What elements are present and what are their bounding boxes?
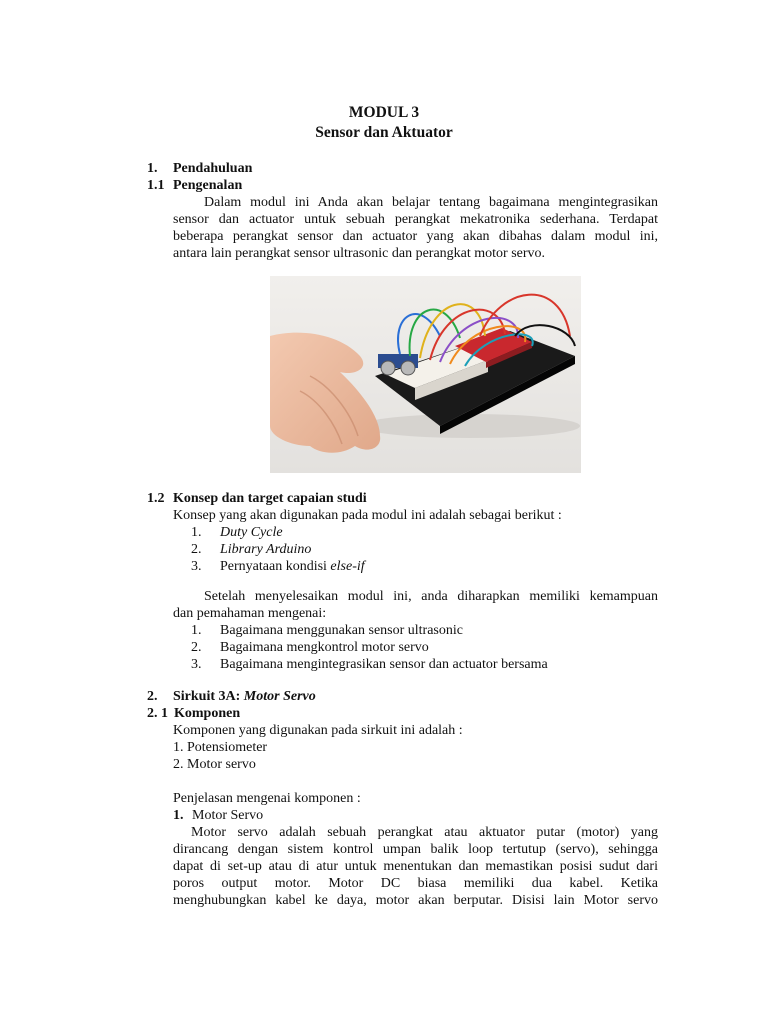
list-item-duty-cycle: Duty Cycle	[220, 525, 283, 540]
paragraph-line: Setelah menyelesaikan modul ini, anda diharapkan memiliki kemampuan	[204, 589, 658, 604]
list-item-target: Bagaimana mengkontrol motor servo	[220, 640, 429, 655]
section-number: 2.	[147, 689, 158, 704]
section-number: 1.	[147, 161, 158, 176]
paragraph-line: Dalam modul ini Anda akan belajar tentang bagaimana mengintegrasikan	[204, 195, 658, 210]
paragraph-line: dapat di set-up atau di atur untuk menentukan dan memastikan posisi sudut dari	[173, 859, 658, 874]
list-number: 1.	[191, 525, 202, 540]
subsection-number: 1.1	[147, 178, 165, 193]
subsection-heading-konsep: Konsep dan target capaian studi	[173, 491, 367, 506]
list-item-target: Bagaimana mengintegrasikan sensor dan actuator bersama	[220, 657, 548, 672]
list-number: 3.	[191, 559, 202, 574]
list-item-target: Bagaimana menggunakan sensor ultrasonic	[220, 623, 463, 638]
penjelasan-label: Penjelasan mengenai komponen :	[173, 791, 361, 806]
subsection-number: 1.2	[147, 491, 165, 506]
list-number: 3.	[191, 657, 202, 672]
komponen-intro: Komponen yang digunakan pada sirkuit ini adalah :	[173, 723, 463, 738]
module-title: MODUL 3	[348, 104, 420, 121]
konsep-intro: Konsep yang akan digunakan pada modul ini adalah sebagai berikut :	[173, 508, 562, 523]
motor-servo-label: Motor Servo	[192, 808, 264, 823]
list-number: 2.	[191, 542, 202, 557]
komponen-item: 1. Potensiometer	[173, 740, 268, 755]
paragraph-line: Motor servo adalah sebuah perangkat atau aktuator putar (motor) yang	[191, 825, 658, 840]
list-number: 1.	[191, 623, 202, 638]
list-item-library-arduino: Library Arduino	[220, 542, 312, 557]
subsection-heading-komponen: Komponen	[174, 706, 241, 721]
section-heading-pendahuluan: Pendahuluan	[173, 161, 253, 176]
paragraph-line: beberapa perangkat sensor dan actuator yang akan dibahas dalam modul ini,	[173, 229, 658, 244]
subsection-number: 2. 1	[147, 706, 168, 721]
list-number: 2.	[191, 640, 202, 655]
list-number: 1.	[173, 808, 184, 823]
list-item-pernyataan-kondisi: Pernyataan kondisi else-if	[220, 559, 365, 574]
arduino-kit-photo	[270, 276, 581, 473]
komponen-item: 2. Motor servo	[173, 757, 256, 772]
paragraph-line: dirancang dengan sistem kontrol umpan balik loop tertutup (servo), sehingga	[173, 842, 658, 857]
paragraph-line: dan pemahaman mengenai:	[173, 606, 327, 621]
subsection-heading-pengenalan: Pengenalan	[173, 178, 243, 193]
section-heading-sirkuit: Sirkuit 3A: Motor Servo	[173, 689, 316, 704]
module-subtitle: Sensor dan Aktuator	[315, 124, 453, 141]
paragraph-line: menghubungkan kabel ke daya, motor akan berputar. Disisi lain Motor servo	[173, 893, 658, 908]
paragraph-line: poros output motor. Motor DC biasa memiliki dua kabel. Ketika	[173, 876, 658, 891]
paragraph-line: sensor dan actuator untuk sebuah perangkat mekatronika sederhana. Terdapat	[173, 212, 658, 227]
paragraph-line: antara lain perangkat sensor ultrasonic dan perangkat motor servo.	[173, 246, 546, 261]
